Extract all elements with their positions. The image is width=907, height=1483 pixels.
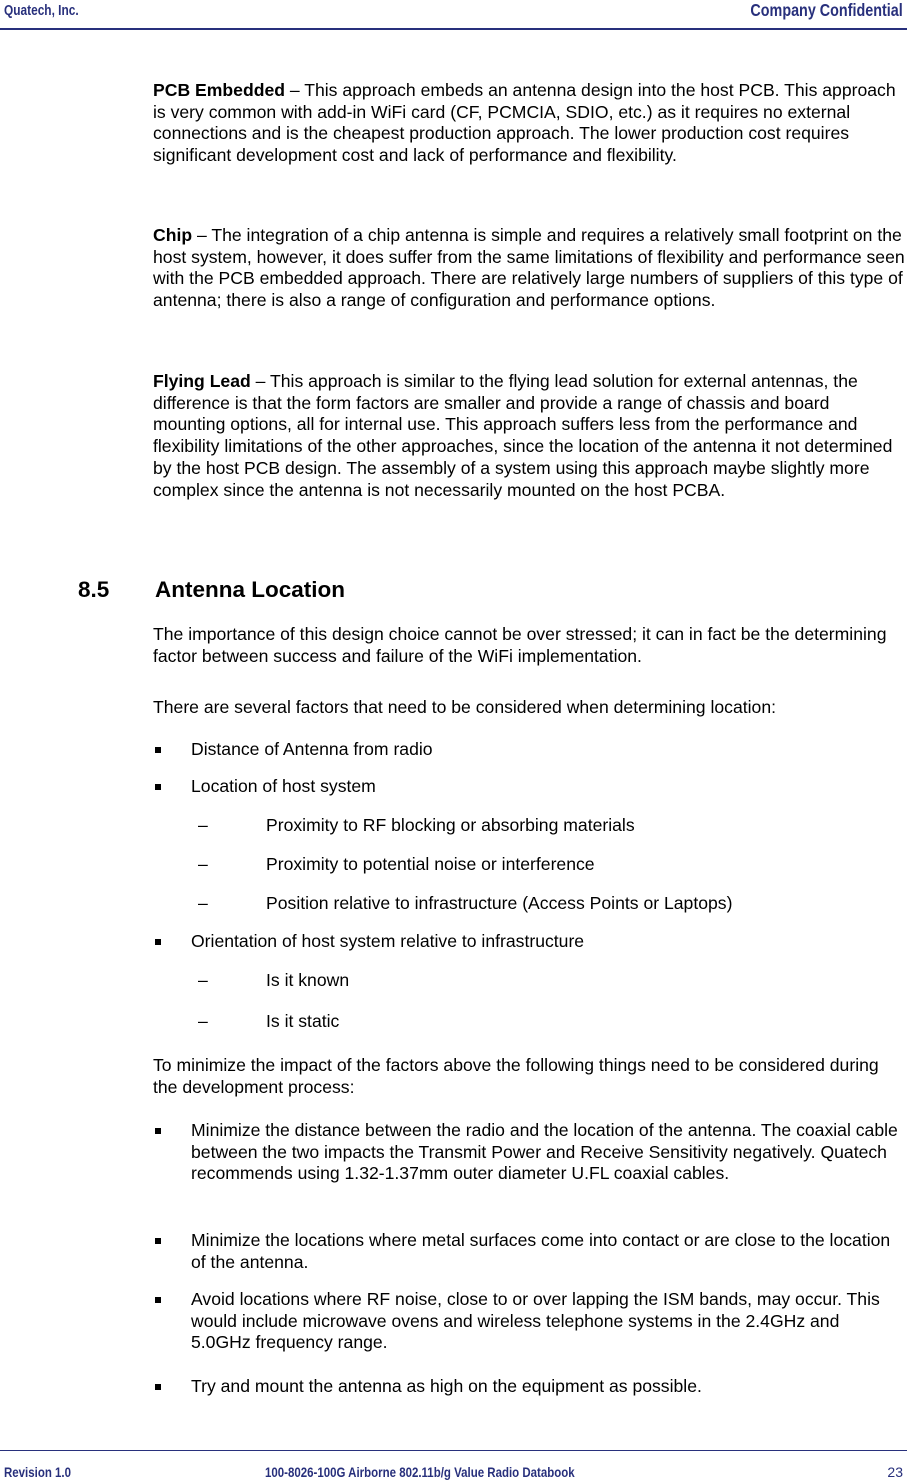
bullet-square-icon (155, 1297, 161, 1303)
header-rule (0, 28, 907, 30)
minimize-rf-noise: Avoid locations where RF noise, close to or over lapping the ISM bands, may occur. This would include microwave ovens and wireless telephone systems in the 2.4GHz and 5.0GHz frequency range. (191, 1289, 880, 1353)
minimize-distance: Minimize the distance between the radio and the location of the antenna. The coaxial cable between the two impacts the Transmit Power and Receive Sensitivity negatively. Quatech recommends using 1.32-1.37mm outer diameter U.FL coaxial cables. (191, 1120, 898, 1184)
header-company: Quatech, Inc. (4, 3, 79, 19)
section-intro: The importance of this design choice cannot be over stressed; it can in fact be the determining factor between success and failure of the WiFi implementation. (153, 624, 887, 666)
subitem-static: Is it static (266, 1011, 340, 1031)
body-pcb-embedded: – This approach embeds an antenna design into the host PCB. This approach is very common with add-in WiFi card (CF, PCMCIA, SDIO, etc.) as it requires no external connections and is the cheapest production approach. The lower production cost requires significant development cost and lack of performance and flexibility. (153, 80, 896, 166)
header-confidential: Company Confidential (750, 0, 903, 20)
term-pcb-embedded: PCB Embedded (153, 80, 285, 100)
subitem-rf-blocking: Proximity to RF blocking or absorbing materials (266, 815, 635, 835)
factor-orientation: Orientation of host system relative to infrastructure (191, 931, 585, 951)
subitem-position: Position relative to infrastructure (Access Points or Laptops) (266, 893, 733, 913)
factor-distance: Distance of Antenna from radio (191, 739, 433, 759)
footer-rule (0, 1450, 907, 1451)
bullet-square-icon (155, 1128, 161, 1134)
body-flying-lead: – This approach is similar to the flying lead solution for external antennas, the difference is that the form factors are smaller and provide a range of chassis and board mounting options, all for internal use. This approach suffers less from the performance and flexibility limitations of the other approaches, since the location of the antenna it not determined by the host PCB design. The assembly of a system using this approach maybe slightly more complex since the antenna is not necessarily mounted on the host PCBA. (153, 371, 893, 500)
term-chip: Chip (153, 225, 193, 245)
dash-icon: – (198, 1011, 208, 1031)
dash-icon: – (198, 893, 208, 913)
term-flying-lead: Flying Lead (153, 371, 251, 391)
factors-intro: There are several factors that need to be considered when determining location: (153, 697, 776, 717)
bullet-square-icon (155, 784, 161, 790)
minimize-metal: Minimize the locations where metal surfaces come into contact or are close to the location of the antenna. (191, 1230, 891, 1272)
body-chip: – The integration of a chip antenna is simple and requires a relatively small footprint on the host system, however, it does suffer from the same limitations of flexibility and performance seen with the PCB embedded approach. There are relatively large numbers of suppliers of this type of antenna; there is also a range of configuration and performance options. (153, 225, 905, 311)
footer-revision: Revision 1.0 (4, 1464, 71, 1480)
bullet-square-icon (155, 1238, 161, 1244)
subitem-noise: Proximity to potential noise or interference (266, 854, 595, 874)
footer-page-number: 23 (887, 1464, 903, 1480)
footer-doc-title: 100-8026-100G Airborne 802.11b/g Value Radio Databook (265, 1464, 575, 1480)
bullet-square-icon (155, 939, 161, 945)
factor-location: Location of host system (191, 776, 376, 796)
dash-icon: – (198, 970, 208, 990)
minimize-height: Try and mount the antenna as high on the equipment as possible. (191, 1376, 702, 1396)
dash-icon: – (198, 815, 208, 835)
subitem-known: Is it known (266, 970, 350, 990)
minimize-intro: To minimize the impact of the factors above the following things need to be considered during the development process: (153, 1055, 879, 1097)
bullet-square-icon (155, 1384, 161, 1390)
section-number: 8.5 (78, 577, 110, 602)
paragraph-pcb-embedded (153, 80, 905, 167)
section-title: Antenna Location (155, 577, 345, 602)
dash-icon: – (198, 854, 208, 874)
bullet-square-icon (155, 747, 161, 753)
paragraph-flying-lead (153, 371, 905, 501)
paragraph-chip (153, 225, 905, 312)
